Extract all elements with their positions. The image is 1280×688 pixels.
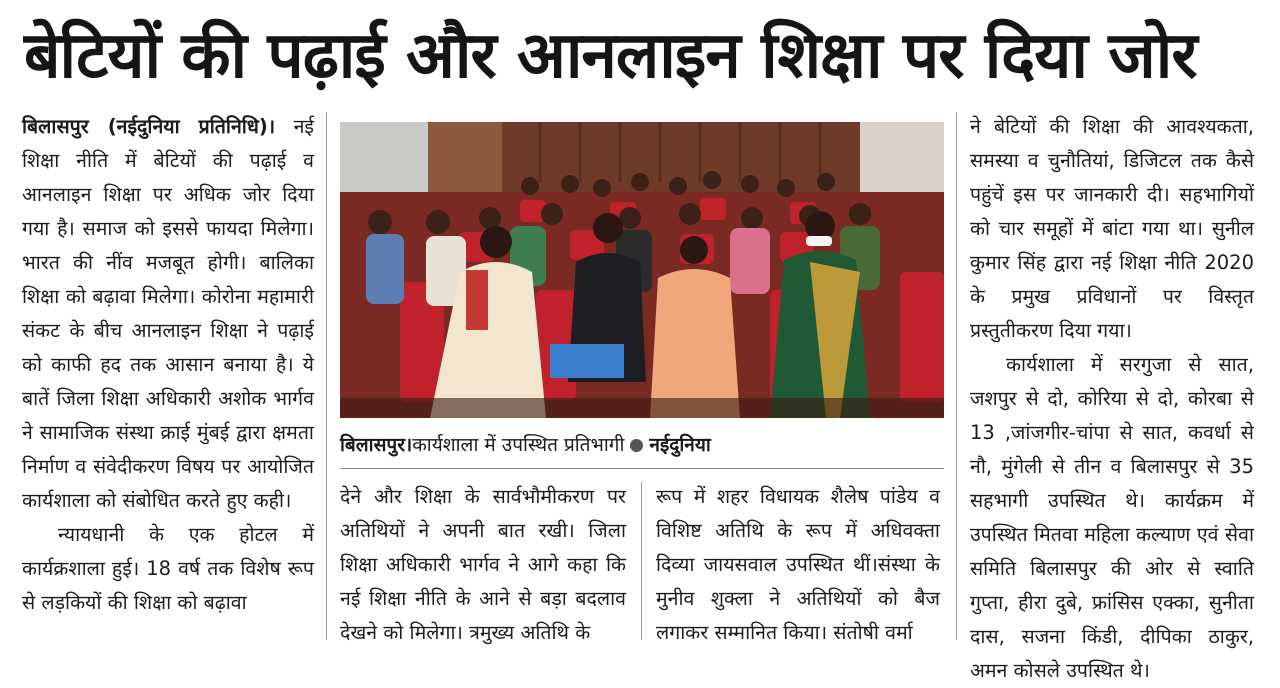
column-divider (956, 112, 957, 640)
column-2-paragraph: देने और शिक्षा के सार्वभौमीकरण पर अतिथियों ने अपनी बात रखी। जिला शिक्षा अधिकारी भार्गव ने आगे कहा कि नई शिक्षा नीति के आने से बड़ा बदलाव देखने को मिलेगा। त्रमुख्य अतिथि के (340, 485, 626, 644)
caption-text: कार्यशाला में उपस्थित प्रतिभागी (412, 434, 625, 456)
caption-source: नईदुनिया (649, 434, 711, 456)
headline: बेटियों की पढ़ाई और आनलाइन शिक्षा पर दिया जोर (24, 19, 1197, 93)
column-3-paragraph: रूप में शहर विधायक शैलेष पांडेय व विशिष्ट अतिथि के रूप में अधिवक्ता दिव्या जायसवाल उपस्थित थीं।संस्था के मुनीव शुक्ला ने अतिथियों को बैज लगाकर सम्मानित किया। संतोषी वर्मा (656, 485, 940, 644)
column-4-paragraph-2: कार्यशाला में सरगुजा से सात, जशपुर से दो, कोरिया से दो, कोरबा से 13 ,जांजगीर-चांपा से सात, कवर्धा से नौ, मुंगेली से तीन व बिलासपुर से 35 सहभागी उपस्थित थे। कार्यक्रम में उपस्थित मितवा महिला कल्याण एवं सेवा समिति बिलासपुर की ओर से स्वाति गुप्ता, हीरा दुबे, फ्रांसिस एक्का, सुनीता दास, सजना किंडी, दीपिका ठाकुर, अमन कोसले उपस्थित थे। (970, 353, 1254, 682)
article-column-1 (22, 110, 314, 620)
caption-place: बिलासपुर। (340, 434, 413, 456)
article-column-2 (340, 480, 626, 650)
article-column-3 (656, 480, 940, 650)
article-column-4 (970, 110, 1254, 688)
column-divider (641, 482, 642, 640)
column-1-paragraph-1: नई शिक्षा नीति में बेटियों की पढ़ाई व आनलाइन शिक्षा पर अधिक जोर दिया गया है। समाज को इससे फायदा मिलेगा। भारत की नींव मजबूत होगी। बालिका शिक्षा को बढ़ावा मिलेगा। कोरोना महामारी संकट के बीच आनलाइन शिक्षा ने पढ़ाई को काफी हद तक आसान बनाया है। ये बातें जिला शिक्षा अधिकारी अशोक भार्गव ने सामाजिक संस्था क्राई मुंबई द्वारा क्षमता निर्माण व संवेदीकरण विषय पर आयोजित कार्यशाला को संबोधित करते हुए कही। (22, 115, 314, 512)
dateline (22, 110, 314, 518)
bullet-icon (630, 439, 643, 452)
photo-caption (340, 428, 944, 462)
column-4-paragraph-1: ने बेटियों की शिक्षा की आवश्यकता, समस्या व चुनौतियां, डिजिटल तक कैसे पहुंचें इस पर जानकारी दी। सहभागियों को चार समूहों में बांटा गया था। सुनील कुमार सिंह द्वारा नई शिक्षा नीति 2020 के प्रमुख प्रविधानों पर विस्तृत प्रस्तुतीकरण दिया गया। (970, 115, 1254, 342)
column-divider (326, 112, 327, 640)
dateline-text: बिलासपुर (नईदुनिया प्रतिनिधि)। (22, 115, 276, 138)
caption-divider (340, 468, 944, 469)
participants-photo-illustration (340, 122, 944, 418)
event-photo (340, 122, 944, 418)
column-1-paragraph-2: न्यायधानी के एक होटल में कार्यक्रशाला हुई। 18 वर्ष तक विशेष रूप से लड़कियों की शिक्षा को बढ़ावा (22, 523, 314, 614)
